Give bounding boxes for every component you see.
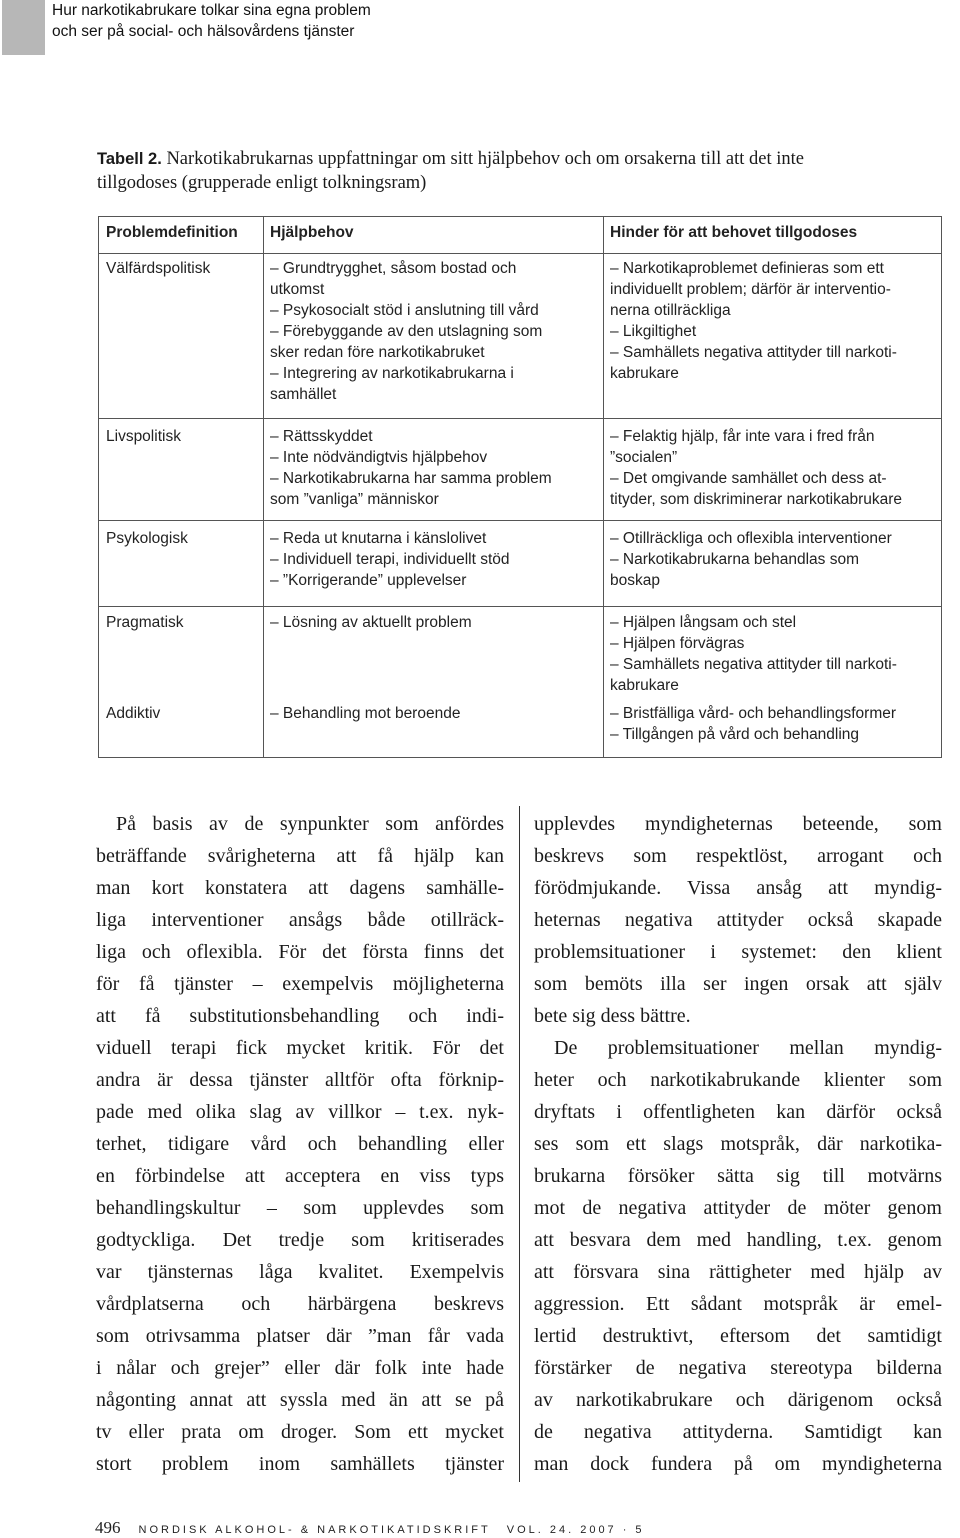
body-line: i nålar och grejer” eller där folk inte hade xyxy=(96,1357,504,1379)
row-rule xyxy=(99,520,941,521)
cell-line: samhället xyxy=(270,386,337,403)
footer-separator: · xyxy=(622,1524,630,1536)
body-line: upplevdes myndigheternas beteende, som xyxy=(534,813,942,835)
caption-line2: tillgodoses (grupperade enligt tolkningsram) xyxy=(97,173,427,193)
body-line: man kort konstatera att dagens samhälle- xyxy=(96,877,504,899)
cell-line: – Samhällets negativa attityder till narkoti- xyxy=(610,344,897,361)
body-line: pade med olika slag av villkor – t.ex. nyk- xyxy=(96,1101,504,1123)
cell-line: boskap xyxy=(610,572,660,589)
page-footer xyxy=(95,1518,644,1538)
cell-line: – Bristfälliga vård- och behandlingsformer xyxy=(610,705,897,722)
cell-line: utkomst xyxy=(270,281,325,298)
running-header-line1: Hur narkotikabrukare tolkar sina egna problem xyxy=(52,2,371,19)
body-line: man dock fundera på om myndigheterna xyxy=(534,1453,942,1475)
row-definition: Välfärdspolitisk xyxy=(106,260,211,277)
body-line: en förbindelse att acceptera en viss typs xyxy=(96,1165,504,1187)
cell-line: kabrukare xyxy=(610,677,679,694)
body-line: stort problem inom samhällets tjänster xyxy=(96,1453,504,1475)
row-rule xyxy=(99,418,941,419)
row-definition: Psykologisk xyxy=(106,530,188,547)
running-header xyxy=(52,0,371,42)
caption-line1: Narkotikabrukarnas uppfattningar om sitt hjälpbehov och om orsakerna till att det inte xyxy=(161,149,805,169)
body-line: problemsituationer i systemet: den klient xyxy=(534,941,942,963)
body-line: vårdplatserna och härbärgena beskrevs xyxy=(96,1293,504,1315)
row-barriers xyxy=(610,703,896,745)
cell-line: – Individuell terapi, individuellt stöd xyxy=(270,551,510,568)
cell-line: – Grundtrygghet, såsom bostad och xyxy=(270,260,517,277)
body-line: liga och oflexibla. För det första finns det xyxy=(96,941,504,963)
body-line: tv eller prata om droger. Som ett mycket xyxy=(96,1421,504,1443)
body-line: för få tjänster – exempelvis möjligheterna xyxy=(96,973,504,995)
cell-line: kabrukare xyxy=(610,365,679,382)
table-header-barrier: Hinder för att behovet tillgodoses xyxy=(610,224,858,241)
caption-label: Tabell 2. xyxy=(97,150,162,168)
cell-line: – ”Korrigerande” upplevelser xyxy=(270,572,467,589)
cell-line: – Rättsskyddet xyxy=(270,428,373,445)
row-help-needs xyxy=(270,703,460,724)
body-line: lertid destruktivt, eftersom det samtidigt xyxy=(534,1325,942,1347)
body-line: godtyckliga. Det tredje som kritiserades xyxy=(96,1229,504,1251)
body-line: beskrevs som respektlöst, arrogant och xyxy=(534,845,942,867)
cell-line: – Tillgången på vård och behandling xyxy=(610,726,860,743)
row-help-needs xyxy=(270,612,472,633)
body-line: dryftats i offentligheten kan därför också xyxy=(534,1101,942,1123)
journal-name: NORDISK ALKOHOL- & NARKOTIKATIDSKRIFT xyxy=(138,1524,491,1536)
body-line: terhet, tidigare vård och behandling eller xyxy=(96,1133,504,1155)
cell-line: – Reda ut knutarna i känslolivet xyxy=(270,530,487,547)
cell-line: – Hjälpen förvägras xyxy=(610,635,745,652)
cell-line: – Inte nödvändigtvis hjälpbehov xyxy=(270,449,488,466)
body-line: beträffande svårigheterna att få hjälp kan xyxy=(96,845,504,867)
body-line: förstärker de negativa stereotypa bilderna xyxy=(534,1357,942,1379)
body-line: brukarna försöker sätta sig till motvärns xyxy=(534,1165,942,1187)
row-help-needs xyxy=(270,528,510,591)
body-line: förödmjukande. Vissa ansåg att myndig- xyxy=(534,877,942,899)
body-line: På basis av de synpunkter som anfördes xyxy=(116,813,504,835)
cell-line: – Narkotikabrukarna har samma problem xyxy=(270,470,552,487)
body-line: som bemöts illa ser ingen orsak att själv xyxy=(534,973,942,995)
body-line: av narkotikabrukare och därigenom också xyxy=(534,1389,942,1411)
column-divider xyxy=(603,217,604,757)
body-column-left xyxy=(96,808,504,1480)
body-line: att besvara dem med handling, t.ex. genom xyxy=(534,1229,942,1251)
body-line: de negativa attityderna. Samtidigt kan xyxy=(534,1421,942,1443)
cell-line: nerna otillräckliga xyxy=(610,302,731,319)
cell-line: – Psykosocialt stöd i anslutning till vård xyxy=(270,302,539,319)
cell-line: sker redan före narkotikabruket xyxy=(270,344,485,361)
cell-line: – Lösning av aktuellt problem xyxy=(270,614,472,631)
row-barriers xyxy=(610,258,897,384)
table-caption xyxy=(97,147,957,195)
body-line: ses som ett slags motspråk, där narkotika- xyxy=(534,1133,942,1155)
row-help-needs xyxy=(270,426,552,510)
body-line: liga interventioner ansågs både otillräck- xyxy=(96,909,504,931)
body-line: andra är dessa tjänster alltför ofta förknip- xyxy=(96,1069,504,1091)
row-rule xyxy=(99,606,941,607)
column-divider xyxy=(263,217,264,757)
cell-line: – Integrering av narkotikabrukarna i xyxy=(270,365,514,382)
column-rule xyxy=(519,806,520,1482)
body-line: som otrivsamma platser där ”man får vada xyxy=(96,1325,504,1347)
row-definition: Livspolitisk xyxy=(106,428,181,445)
cell-line: – Det omgivande samhället och dess at- xyxy=(610,470,887,487)
body-line: behandlingskultur – som upplevdes som xyxy=(96,1197,504,1219)
body-line: att få substitutionsbehandling och indi- xyxy=(96,1005,504,1027)
cell-line: – Likgiltighet xyxy=(610,323,697,340)
data-table xyxy=(98,216,942,758)
cell-line: – Narkotikaproblemet definieras som ett xyxy=(610,260,884,277)
body-line: mot de negativa attityder de möter genom xyxy=(534,1197,942,1219)
issue-number: 5 xyxy=(635,1524,645,1536)
row-definition: Addiktiv xyxy=(106,705,161,722)
body-line: någonting annat att syssla med än att se på xyxy=(96,1389,504,1411)
row-help-needs xyxy=(270,258,542,405)
cell-line: – Narkotikabrukarna behandlas som xyxy=(610,551,859,568)
body-column-right xyxy=(534,808,942,1480)
row-definition: Pragmatisk xyxy=(106,614,184,631)
running-header-line2: och ser på social- och hälsovårdens tjänster xyxy=(52,23,355,40)
row-barriers xyxy=(610,528,892,591)
cell-line: individuellt problem; därför är interventio- xyxy=(610,281,891,298)
cell-line: – Felaktig hjälp, får inte vara i fred från xyxy=(610,428,875,445)
cell-line: ”socialen” xyxy=(610,449,678,466)
cell-line: – Otillräckliga och oflexibla interventioner xyxy=(610,530,892,547)
header-color-block xyxy=(2,0,45,55)
body-line: viduell terapi fick mycket kritik. För det xyxy=(96,1037,504,1059)
body-line: att försvara sina rättigheter med hjälp av xyxy=(534,1261,942,1283)
body-line: var tjänsternas låga kvalitet. Exempelvis xyxy=(96,1261,504,1283)
header-rule xyxy=(99,253,941,254)
table-header-help-need: Hjälpbehov xyxy=(270,224,354,241)
body-line: aggression. Ett sådant motspråk är emel- xyxy=(534,1293,942,1315)
volume: VOL. 24. 2007 xyxy=(506,1524,617,1536)
body-line: De problemsituationer mellan myndig- xyxy=(554,1037,942,1059)
body-line: bete sig dess bättre. xyxy=(534,1005,691,1027)
cell-line: tityder, som diskriminerar narkotikabrukare xyxy=(610,491,903,508)
body-line: heternas negativa attityder också skapade xyxy=(534,909,942,931)
cell-line: – Hjälpen långsam och stel xyxy=(610,614,797,631)
row-barriers xyxy=(610,612,897,696)
table-header-problem-definition: Problemdefinition xyxy=(106,224,238,241)
body-line: heter och narkotikabrukande klienter som xyxy=(534,1069,942,1091)
row-barriers xyxy=(610,426,902,510)
cell-line: – Behandling mot beroende xyxy=(270,705,461,722)
page-number: 496 xyxy=(95,1518,121,1537)
cell-line: som ”vanliga” människor xyxy=(270,491,439,508)
cell-line: – Samhällets negativa attityder till narkoti- xyxy=(610,656,897,673)
cell-line: – Förebyggande av den utslagning som xyxy=(270,323,543,340)
